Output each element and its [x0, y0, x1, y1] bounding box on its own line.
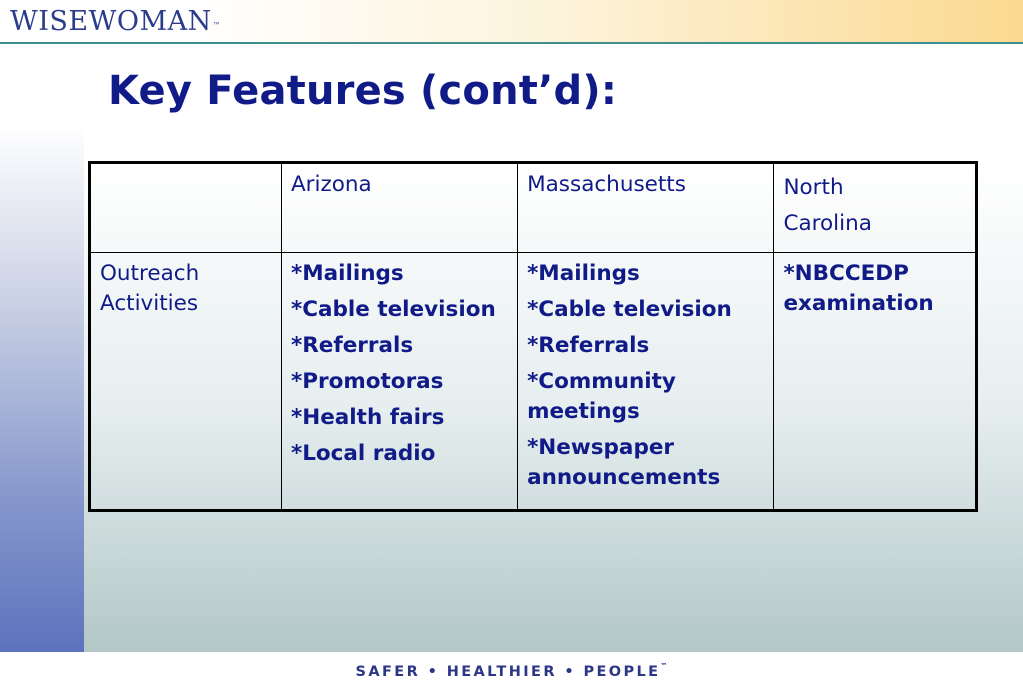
slide-title: Key Features (cont’d):	[108, 68, 618, 114]
header-north-carolina-line-1: North	[783, 175, 844, 200]
list-item: *Referrals	[527, 333, 650, 358]
list-item: *Mailings	[290, 261, 404, 286]
table-header-row	[90, 163, 977, 253]
list-item: *Cable television	[527, 297, 732, 322]
left-gradient-strip	[0, 125, 84, 652]
header-cell-arizona: Arizona	[281, 163, 517, 253]
footer-tagline	[0, 664, 1023, 680]
header-cell-north-carolina	[774, 163, 977, 253]
list-item: *Health fairs	[290, 405, 445, 430]
list-item: *Promotoras	[290, 369, 444, 394]
list-item: *Cable television	[290, 297, 496, 322]
row-label-outreach-activities: Outreach Activities	[90, 253, 282, 511]
cell-north-carolina-outreach	[774, 253, 977, 511]
features-table	[88, 161, 978, 512]
list-item: *NBCCEDP examination	[783, 261, 934, 316]
wisewoman-logo	[10, 5, 221, 39]
list-item: *Local radio	[290, 441, 436, 466]
logo-text: WISEWOMAN	[10, 6, 212, 37]
tagline-trademark: ™	[660, 662, 668, 670]
list-item: *Mailings	[527, 261, 640, 286]
list-item: *Newspaper announcements	[527, 435, 721, 490]
logo-trademark: ™	[212, 21, 222, 30]
header-cell-empty	[90, 163, 282, 253]
list-item: *Community meetings	[527, 369, 676, 424]
cell-arizona-outreach	[281, 253, 517, 511]
table-row	[90, 253, 977, 511]
tagline-text: SAFER • HEALTHIER • PEOPLE	[355, 664, 661, 680]
header-cell-massachusetts: Massachusetts	[518, 163, 774, 253]
cell-massachusetts-outreach	[518, 253, 774, 511]
header-north-carolina-line-2: Carolina	[783, 211, 872, 236]
list-item: *Referrals	[290, 333, 414, 358]
